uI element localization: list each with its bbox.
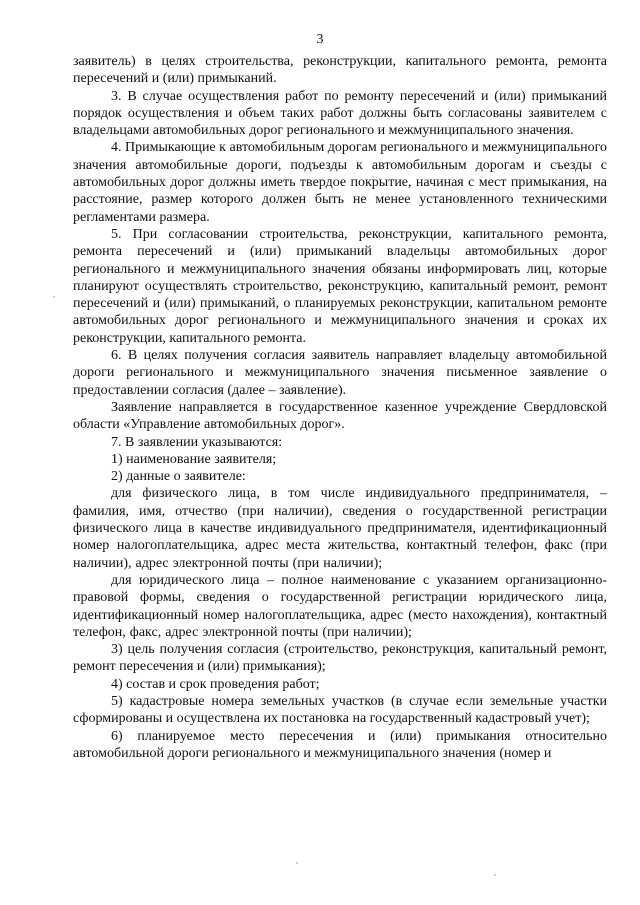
- scan-speck: [494, 874, 496, 876]
- page-number: 3: [316, 32, 324, 47]
- paragraph-legal-entity: для юридического лица – полное наименование с указанием организационно-правовой формы, сведения о государственной регистрации юридического лица, идентификационный номер налогоплательщика, адрес (место нахождения), контактный телефон, факс, адрес электронной почты (при наличии);: [73, 572, 607, 640]
- scan-speck: [53, 296, 55, 298]
- paragraph-item-4: 4. Примыкающие к автомобильным дорогам регионального и межмуниципального значения автомобильные дороги, подъезды к автомобильным дорогам и съезды с автомобильных дорог должны иметь твердое покрытие, начиная с мест примыкания, на расстояние, размер которого должен быть не менее установленного техническими регламентами размера.: [73, 140, 607, 225]
- paragraph-item-5: 5. При согласовании строительства, реконструкции, капитального ремонта, ремонта пересечений и (или) примыканий владельцы автомобильных дорог регионального и межмуниципального значения обязаны информировать лиц, которые планируют осуществлять строительство, реконструкцию, капитальный ремонт, ремонт пересечений и (или) примыканий, о планируемых реконструкции, капитальном ремонте автомобильных дорог регионального и межмуниципального значения и сроках их реконструкции, капитального ремонта.: [73, 226, 607, 346]
- paragraph-application-recipient: Заявление направляется в государственное казенное учреждение Свердловской области «Управление автомобильных дорог».: [73, 399, 607, 433]
- list-item-5: 5) кадастровые номера земельных участков (в случае если земельные участки сформированы и осуществлена их постановка на государственный кадастровый учет);: [73, 693, 607, 727]
- list-item-3: 3) цель получения согласия (строительство, реконструкция, капитальный ремонт, ремонт пересечения и (или) примыкания);: [73, 642, 607, 675]
- paragraph-individual: для физического лица, в том числе индивидуального предпринимателя, – фамилия, имя, отчество (при наличии), сведения о государственной регистрации физического лица в качестве индивидуального предпринимателя, идентификационный номер налогоплательщика, адрес места жительства, контактный телефон, факс (при наличии), адрес электронной почты (при наличии);: [73, 486, 607, 571]
- list-item-6: 6) планируемое место пересечения и (или) примыкания относительно автомобильной дороги регионального и межмуниципального значения (номер и: [73, 728, 607, 761]
- scan-speck: [296, 862, 298, 864]
- paragraph-item-7: 7. В заявлении указываются:: [111, 434, 283, 450]
- paragraph-item-3: 3. В случае осуществления работ по ремонту пересечений и (или) примыканий порядок осуществления и объем таких работ должны быть согласованы заявителем с владельцами автомобильных дорог регионального и межмуниципального значения.: [73, 88, 607, 139]
- paragraph-continuation: заявитель) в целях строительства, реконструкции, капитального ремонта, ремонта пересечений и (или) примыканий.: [73, 54, 607, 87]
- paragraph-item-6: 6. В целях получения согласия заявитель направляет владельцу автомобильной дороги регионального и межмуниципального значения письменное заявление о предоставлении согласия (далее – заявление).: [73, 348, 607, 398]
- list-item-4: 4) состав и срок проведения работ;: [111, 676, 320, 692]
- list-item-2: 2) данные о заявителе:: [111, 469, 246, 485]
- document-body: [73, 53, 607, 762]
- list-item-1: 1) наименование заявителя;: [111, 451, 277, 467]
